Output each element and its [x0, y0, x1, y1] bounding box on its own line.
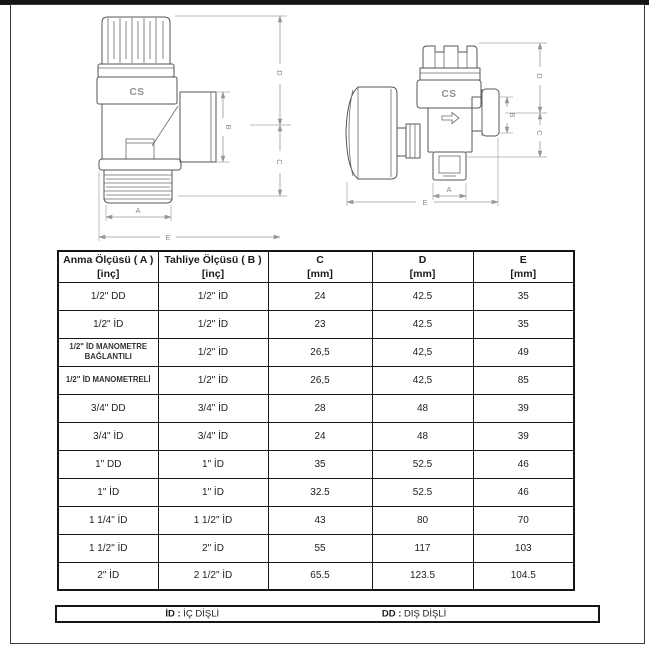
legend-dd-label: DIŞ DİŞLİ: [404, 608, 447, 620]
table-cell: 24: [268, 422, 372, 450]
header-row: [58, 251, 574, 282]
table-container: [57, 250, 573, 591]
table-cell: 35: [473, 310, 574, 338]
gauge-stem: [397, 124, 420, 158]
manometer-gauge: [346, 87, 397, 179]
column-header: E [mm]: [473, 251, 574, 282]
table-cell: 3/4" İD: [58, 422, 158, 450]
legend-id-abbr: İD :: [165, 608, 181, 620]
table-row: [58, 310, 574, 338]
column-header: Anma Ölçüsü ( A ) [inç]: [58, 251, 158, 282]
legend-dd: [382, 609, 446, 620]
table-cell: 1/2" DD: [58, 282, 158, 310]
table-cell: 1/2" İD: [158, 282, 268, 310]
left-valve-drawing: [97, 16, 291, 242]
table-cell: 1 1/4" İD: [58, 506, 158, 534]
table-cell: 80: [372, 506, 473, 534]
table-cell: 48: [372, 394, 473, 422]
table-cell: 42.5: [372, 310, 473, 338]
table-row: [58, 366, 574, 394]
table-row: [58, 422, 574, 450]
table-cell: 3/4" İD: [158, 394, 268, 422]
dim-label-c: C: [535, 130, 544, 136]
table-cell: 1" İD: [158, 450, 268, 478]
table-cell: 42,5: [372, 338, 473, 366]
table-row: [58, 338, 574, 366]
table-cell: 42,5: [372, 366, 473, 394]
legend-id: [165, 609, 219, 620]
table-cell: 39: [473, 394, 574, 422]
table-cell: 26,5: [268, 338, 372, 366]
table-cell: 32.5: [268, 478, 372, 506]
table-row: [58, 506, 574, 534]
table-row: [58, 478, 574, 506]
table-cell: 1" DD: [58, 450, 158, 478]
table-cell: 35: [473, 282, 574, 310]
column-header: C [mm]: [268, 251, 372, 282]
table-cell: 55: [268, 534, 372, 562]
table-cell: 123.5: [372, 562, 473, 590]
table-cell: 3/4" İD: [158, 422, 268, 450]
column-header: Tahliye Ölçüsü ( B ) [inç]: [158, 251, 268, 282]
table-cell: 103: [473, 534, 574, 562]
cs-logo: CS: [129, 87, 145, 98]
table-cell: 49: [473, 338, 574, 366]
side-outlet: [180, 92, 216, 162]
dimension-lines-right: [347, 43, 540, 202]
table-cell: 2" İD: [158, 534, 268, 562]
cap-skirt: [98, 64, 174, 77]
table-cell: 24: [268, 282, 372, 310]
side-outlet: [472, 89, 499, 136]
bottom-outlet: [433, 152, 466, 180]
dimensions-table: [57, 250, 575, 591]
legend-dd-abbr: DD :: [381, 608, 402, 620]
technical-drawings: [0, 0, 654, 248]
table-cell: 117: [372, 534, 473, 562]
valve-lower-body: [428, 108, 472, 152]
legend-id-label: İÇ DİŞLİ: [183, 608, 220, 620]
table-cell: 1/2" İD: [158, 338, 268, 366]
table-cell: 1" İD: [58, 478, 158, 506]
dim-label-a: A: [135, 206, 141, 215]
table-row: [58, 394, 574, 422]
column-header: D [mm]: [372, 251, 473, 282]
cs-logo: CS: [441, 89, 457, 100]
valve-cap-ribbed: [102, 17, 170, 64]
dim-label-d: D: [275, 70, 284, 76]
table-cell: 3/4" DD: [58, 394, 158, 422]
table-row: [58, 450, 574, 478]
valve-flange: [99, 159, 181, 170]
table-cell: 1/2" İD: [158, 366, 268, 394]
valve-body: [102, 104, 180, 159]
table-cell: 39: [473, 422, 574, 450]
table-cell: 1/2" İD: [58, 310, 158, 338]
dim-label-b: B: [224, 124, 233, 130]
table-cell: 52.5: [372, 478, 473, 506]
dim-label-d: D: [535, 73, 544, 79]
legend-bar: [55, 605, 600, 623]
dim-label-e: E: [165, 233, 171, 242]
extension-lines-right: [347, 43, 547, 206]
table-cell: 1/2" İD MANOMETRELİ: [58, 366, 158, 394]
table-cell: 26,5: [268, 366, 372, 394]
table-cell: 28: [268, 394, 372, 422]
right-valve-drawing: [346, 43, 547, 207]
table-cell: 23: [268, 310, 372, 338]
table-cell: 48: [372, 422, 473, 450]
table-cell: 1/2" İD: [158, 310, 268, 338]
table-cell: 104.5: [473, 562, 574, 590]
flow-arrow-icon: [442, 113, 459, 124]
table-cell: 2 1/2" İD: [158, 562, 268, 590]
table-cell: 35: [268, 450, 372, 478]
table-cell: 46: [473, 478, 574, 506]
table-cell: 70: [473, 506, 574, 534]
dim-label-b: B: [508, 112, 517, 118]
table-cell: 43: [268, 506, 372, 534]
cap-ring: [420, 68, 480, 80]
dim-label-e: E: [422, 198, 428, 207]
table-cell: 65.5: [268, 562, 372, 590]
male-thread: [104, 170, 172, 203]
table-cell: 46: [473, 450, 574, 478]
extension-lines-left: [99, 16, 291, 241]
table-row: [58, 534, 574, 562]
table-cell: 85: [473, 366, 574, 394]
table-cell: 1" İD: [158, 478, 268, 506]
table-cell: 42.5: [372, 282, 473, 310]
table-cell: 1/2" İD MANOMETRE BAĞLANTILI: [58, 338, 158, 366]
table-cell: 2" İD: [58, 562, 158, 590]
table-cell: 1 1/2" İD: [158, 506, 268, 534]
dim-label-c: C: [275, 159, 284, 165]
dim-label-a: A: [446, 185, 452, 194]
table-row: [58, 562, 574, 590]
table-cell: 52.5: [372, 450, 473, 478]
valve-cap-castellated: [423, 46, 477, 68]
table-row: [58, 282, 574, 310]
table-cell: 1 1/2" İD: [58, 534, 158, 562]
